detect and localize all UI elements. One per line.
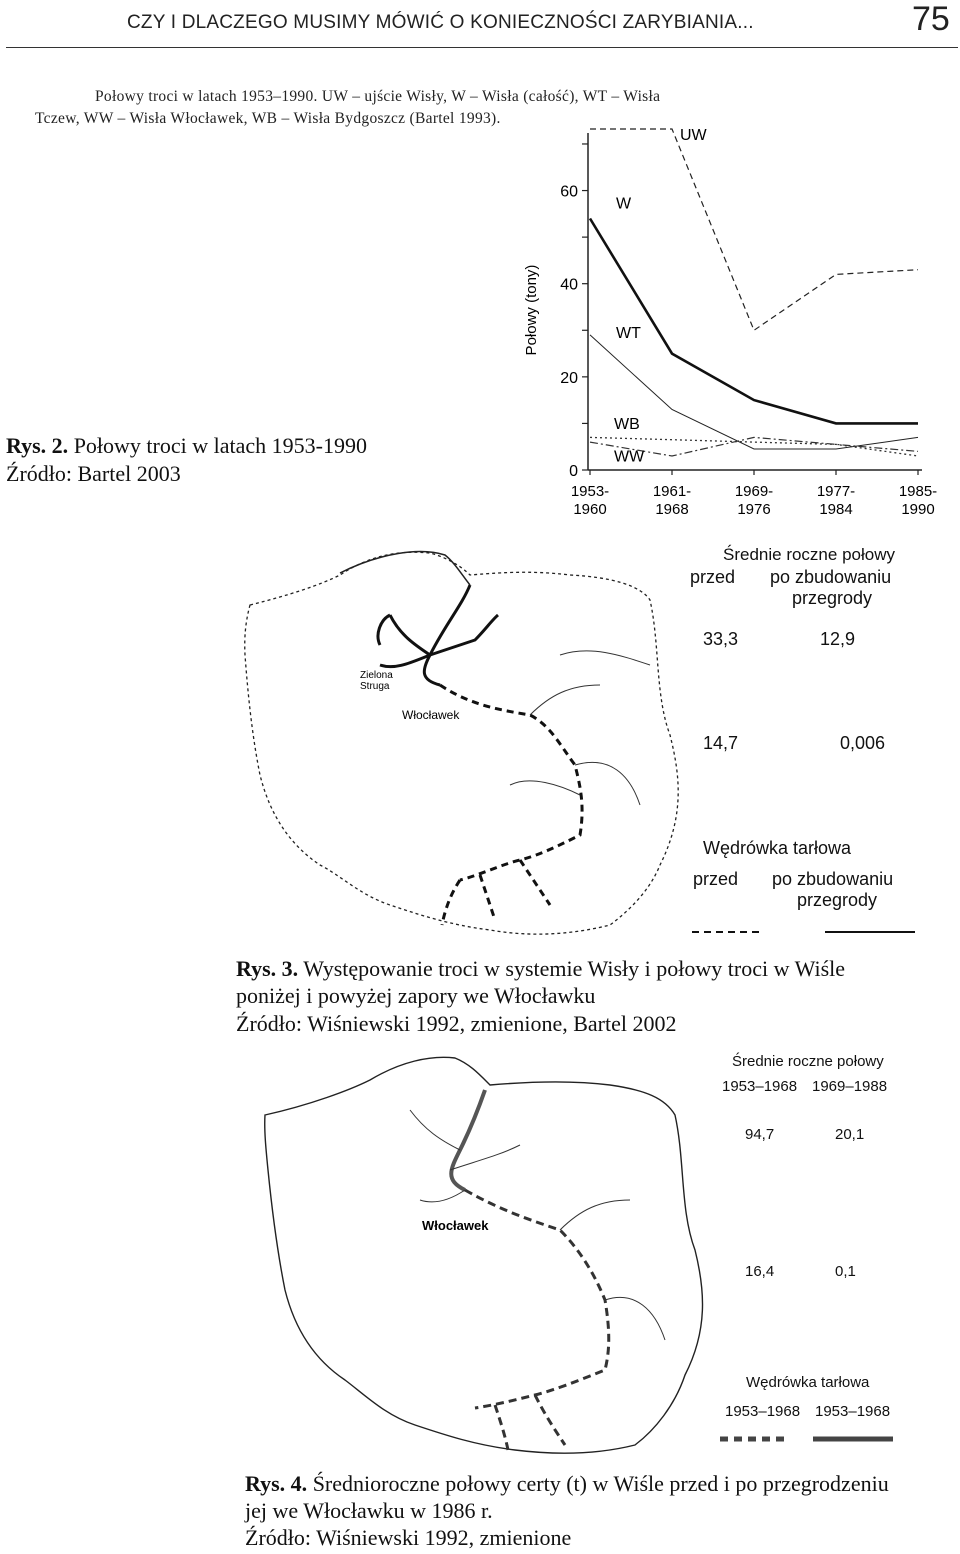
fig3-legend-title: Średnie roczne połowy — [723, 545, 895, 564]
fig3-label: Rys. 3. — [236, 956, 299, 981]
fig4-migration-col1: 1953–1968 — [725, 1403, 801, 1420]
x-tick-label: 1977- — [816, 483, 856, 500]
fig4-caption-line1 — [245, 1470, 889, 1497]
fig3-value-upper-after: 12,9 — [820, 629, 856, 649]
fig4-source: Źródło: Wiśniewski 1992, zmienione — [245, 1525, 572, 1550]
series-label-wt: WT — [616, 324, 641, 342]
fig4-value-upper-after: 20,1 — [835, 1126, 865, 1143]
fig4-migration-col2: 1953–1968 — [815, 1403, 891, 1420]
fig4-value-upper-before: 94,7 — [745, 1126, 775, 1143]
fig4-caption-text: Średnioroczne połowy certy (t) w Wiśle przed i po przegrodzeniu — [312, 1471, 889, 1496]
fig2-label: Rys. 2. — [6, 433, 69, 458]
fig4-legend-title: Średnie roczne połowy — [732, 1053, 884, 1070]
fig4-label: Rys. 4. — [245, 1471, 308, 1496]
fig3-migration-col2b: przegrody — [797, 890, 878, 910]
x-tick-label: 1968 — [655, 501, 689, 518]
x-tick-label: 1984 — [819, 501, 853, 518]
river-network-upper — [378, 585, 498, 685]
fig3-legend-col2: po zbudowaniu — [770, 567, 892, 587]
fig4-caption-line2: jej we Włocławku w 1986 r. — [245, 1498, 493, 1523]
chart-series-group — [590, 129, 918, 456]
chart-labels-group — [523, 127, 937, 518]
fig3-value-lower-before: 14,7 — [703, 733, 739, 753]
fig3-migration-line-samples — [690, 925, 930, 939]
x-tick-label: 1990 — [901, 501, 935, 518]
fig3-caption-line1 — [236, 955, 845, 982]
series-label-wb: WB — [614, 416, 640, 434]
fig2-caption-text: Połowy troci w latach 1953-1990 — [73, 433, 367, 458]
series-line-w — [590, 219, 918, 424]
series-label-ww: WW — [614, 448, 645, 466]
fig3-migration-col1: przed — [693, 869, 739, 889]
x-tick-label: 1969- — [734, 483, 774, 500]
map3-label-struga: Struga — [360, 681, 390, 692]
fig4-map — [250, 1050, 720, 1470]
fig3-legend-col1: przed — [690, 567, 736, 587]
x-tick-label: 1985- — [898, 483, 938, 500]
fig4-value-lower-after: 0,1 — [835, 1263, 856, 1280]
x-tick-label: 1953- — [570, 483, 610, 500]
fig3-value-lower-after: 0,006 — [840, 733, 886, 753]
river-vistula-lower — [440, 685, 582, 925]
y-tick-label: 40 — [560, 276, 578, 294]
fig4-legend-col2: 1969–1988 — [812, 1078, 888, 1095]
fig3-map — [230, 545, 690, 945]
fig3-value-upper-before: 33,3 — [703, 629, 739, 649]
fig3-caption-line2: poniżej i powyżej zapory we Włocławku — [236, 983, 596, 1008]
fig4-migration-title: Wędrówka tarłowa — [746, 1374, 870, 1391]
series-label-w: W — [616, 195, 632, 213]
series-label-uw: UW — [680, 127, 707, 144]
x-tick-label: 1960 — [573, 501, 607, 518]
poland-outline — [265, 1057, 703, 1453]
fig2-caption — [6, 432, 367, 459]
fig4-legend-col1: 1953–1968 — [722, 1078, 798, 1095]
x-tick-label: 1961- — [652, 483, 692, 500]
x-tick-label: 1976 — [737, 501, 771, 518]
scan-caption-line1: Połowy troci w latach 1953–1990. UW – ujście Wisły, W – Wisła (całość), WT – Wisła — [95, 88, 661, 105]
y-tick-label: 20 — [560, 369, 578, 387]
map3-label-wloclawek: Włocławek — [402, 708, 460, 722]
fig4-value-lower-before: 16,4 — [745, 1263, 775, 1280]
fig3-legend-col2b: przegrody — [792, 588, 873, 608]
fig2-source: Źródło: Bartel 2003 — [6, 461, 181, 486]
map4-label-wloclawek: Włocławek — [422, 1218, 489, 1233]
fig3-migration-title: Wędrówka tarłowa — [703, 838, 852, 858]
y-tick-label: 60 — [560, 183, 578, 201]
fig3-source: Źródło: Wiśniewski 1992, zmienione, Bartel 2002 — [236, 1011, 677, 1036]
fig3-migration-col2: po zbudowaniu — [772, 869, 894, 889]
map3-label-zielona: Zielona — [360, 670, 393, 681]
y-tick-label: 0 — [569, 463, 578, 480]
y-axis-label: Połowy (tony) — [523, 264, 540, 356]
fig3-caption-text: Występowanie troci w systemie Wisły i połowy troci w Wiśle — [303, 956, 846, 981]
scan-caption-line2: Tczew, WW – Wisła Włocławek, WB – Wisła Bydgoszcz (Bartel 1993). — [35, 110, 501, 127]
header-rule — [6, 47, 958, 48]
poland-outline — [245, 552, 678, 934]
page-number: 75 — [912, 0, 950, 38]
running-header: CZY I DLACZEGO MUSIMY MÓWIĆ O KONIECZNOŚCI ZARYBIANIA... — [127, 12, 754, 33]
fig2-chart — [500, 125, 960, 525]
coast-line — [340, 552, 470, 585]
river-vistula-upper — [451, 1090, 485, 1190]
fig4-migration-line-samples — [718, 1432, 898, 1446]
